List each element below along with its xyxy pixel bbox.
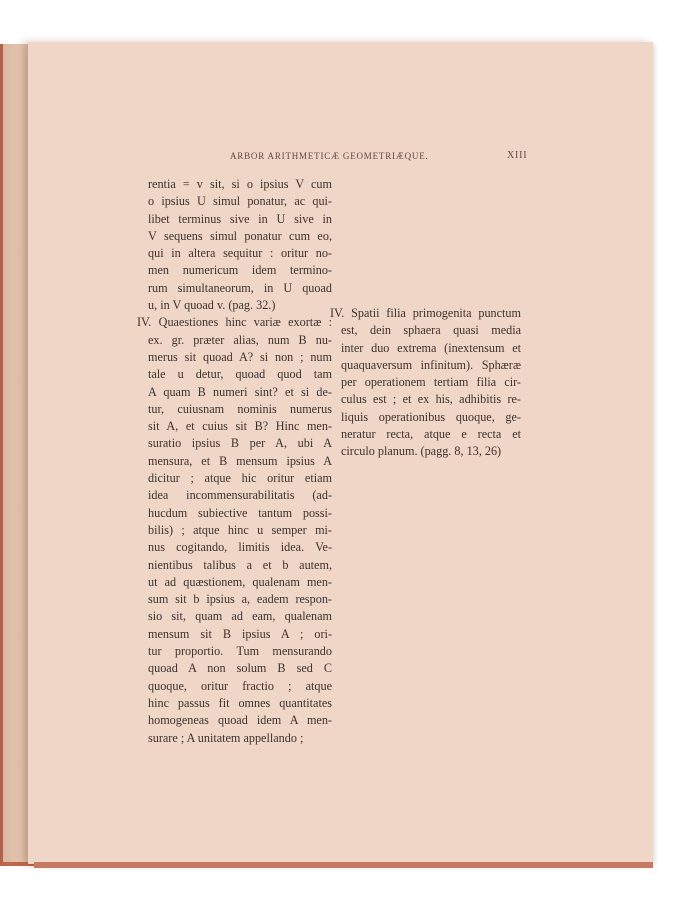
text-line: inter duo extrema (inextensum et — [341, 340, 521, 355]
text-line: est, dein sphaera quasi media — [341, 323, 521, 338]
text-line: rentia = v sit, si o ipsius V cum — [148, 177, 332, 191]
text-line: qui in altera sequitur : oritur no- — [148, 246, 332, 261]
section-iv-heading-line — [137, 314, 332, 331]
section-iv-heading-line — [330, 305, 521, 322]
text-line: hucdum subiective tantum possi- — [148, 505, 332, 520]
left-column — [137, 176, 333, 747]
text-line: mensura, et B mensum ipsius A — [148, 453, 332, 468]
text-line: u, in V quoad v. (pag. 32.) — [148, 298, 276, 313]
text-line: o ipsius U simul ponatur, ac qui- — [148, 194, 332, 209]
text-line: men numericum idem termino- — [148, 263, 332, 278]
text-line: suratio ipsius B per A, ubi A — [148, 436, 332, 451]
page-number: XIII — [507, 150, 528, 161]
text-line: A quam B numeri sint? et si de- — [148, 384, 332, 399]
section-numeral: IV. — [330, 306, 345, 320]
text-line: neratur recta, atque e recta et — [341, 427, 521, 442]
text-line: homogeneas quoad idem A men- — [148, 713, 332, 728]
text-line: libet terminus sive in U sive in — [148, 211, 332, 226]
text-line: sit A, et cuius sit B? Hinc men- — [148, 419, 332, 434]
text-line: tale u detur, quoad quod tam — [148, 367, 332, 382]
text-line: bilis) ; atque hinc u semper mi- — [148, 522, 332, 537]
text-line: surare ; A unitatem appellando ; — [148, 730, 304, 745]
section-first-line: Quaestiones hinc variæ exortæ : — [158, 315, 333, 330]
text-line: quoque, oritur fractio ; atque — [148, 678, 332, 693]
section-first-line: Spatii filia primogenita punctum — [351, 306, 522, 320]
text-line: quoad A non solum B sed C — [148, 661, 332, 676]
text-line: quaquaversum infinitum). Sphæræ — [341, 357, 521, 372]
text-line: rum simultaneorum, in U quoad — [148, 280, 332, 295]
text-line: ut ad quæstionem, qualenam men- — [148, 574, 332, 589]
text-line: mensum sit B ipsius A ; ori- — [148, 626, 332, 641]
text-line: sum sit b ipsius a, eadem respon- — [148, 592, 332, 607]
text-line: liquis operationibus quoque, ge- — [341, 409, 521, 424]
text-line: culus est ; et ex his, adhibitis re- — [341, 392, 521, 407]
text-line: tur, cuiusnam nominis numerus — [148, 401, 332, 416]
text-line: tur proportio. Tum mensurando — [148, 644, 332, 659]
text-line: sio sit, quam ad eam, qualenam — [148, 609, 332, 624]
text-line: per operationem tertiam filia cir- — [341, 375, 521, 390]
right-column — [330, 305, 522, 461]
text-line: ex. gr. præter alias, num B nu- — [148, 332, 332, 347]
page-bottom-edge — [34, 862, 653, 868]
text-line: hinc passus fit omnes quantitates — [148, 695, 332, 710]
text-line: circulo planum. (pagg. 8, 13, 26) — [341, 444, 502, 459]
section-numeral: IV. — [137, 315, 152, 330]
text-line: nientibus talibus a et b autem, — [148, 557, 332, 572]
text-line: dicitur ; atque hic oritur etiam — [148, 471, 332, 486]
running-head: ARBOR ARITHMETICÆ GEOMETRIÆQUE. — [230, 151, 429, 161]
text-line: idea incommensurabilitatis (ad- — [148, 488, 332, 503]
text-line: V sequens simul ponatur cum eo, — [148, 228, 332, 243]
text-line: nus cogitando, limitis idea. Ve- — [148, 540, 332, 555]
text-line: merus sit quoad A? si non ; num — [148, 349, 332, 364]
